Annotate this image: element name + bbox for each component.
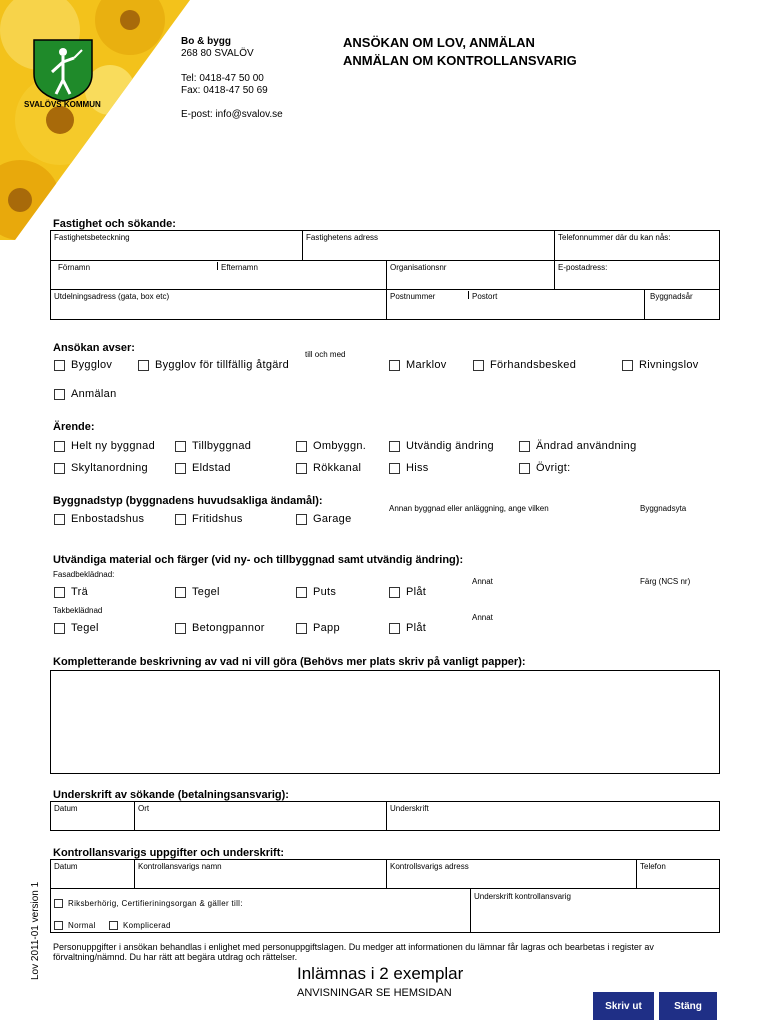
roof-felt-checkbox[interactable]: Papp [296,622,340,635]
roof-tile-checkbox[interactable]: Tegel [54,622,99,635]
control-date-field[interactable]: Datum [54,862,78,871]
instructions-note: ANVISNINGAR SE HEMSIDAN [297,987,452,999]
form-title-line2: ANMÄLAN OM KONTROLLANSVARIG [343,53,577,68]
property-address-field[interactable]: Fastighetens adress [306,233,379,242]
build-year-field[interactable]: Byggnadsår [650,292,693,301]
signature-heading: Underskrift av sökande (betalningsansvarig): [53,789,289,801]
print-button[interactable]: Skriv ut [593,992,654,1020]
form-title-line1: ANSÖKAN OM LOV, ANMÄLAN [343,35,535,50]
new-building-checkbox[interactable]: Helt ny byggnad [54,440,155,453]
property-section-heading: Fastighet och sökande: [53,218,176,230]
application-section-heading: Ansökan avser: [53,342,135,354]
municipal-shield-icon [32,38,94,102]
control-heading: Kontrollansvarigs uppgifter och underskrift: [53,847,285,859]
materials-heading: Utvändiga material och färger (vid ny- och tillbyggnad samt utvändig ändring): [53,554,464,566]
facade-wood-checkbox[interactable]: Trä [54,586,88,599]
exterior-change-checkbox[interactable]: Utvändig ändring [389,440,494,453]
sunflower-decoration [0,0,190,240]
phone-number: Tel: 0418-47 50 00 [181,73,264,84]
facade-metal-checkbox[interactable]: Plåt [389,586,426,599]
municipality-name: SVALÖVS KOMMUN [24,100,101,109]
changed-use-checkbox[interactable]: Ändrad användning [519,440,637,453]
close-button[interactable]: Stäng [659,992,717,1020]
anmalan-checkbox[interactable]: Anmälan [54,388,117,401]
signage-checkbox[interactable]: Skyltanordning [54,462,148,475]
color-ncs-field[interactable]: Färg (NCS nr) [640,577,691,586]
roof-label: Takbeklädnad [53,606,103,615]
forhandsbesked-checkbox[interactable]: Förhandsbesked [473,359,576,372]
elevator-checkbox[interactable]: Hiss [389,462,429,475]
department-name: Bo & bygg [181,36,231,47]
single-family-checkbox[interactable]: Enbostadshus [54,513,144,526]
facade-label: Fasadbeklädnad: [53,570,115,579]
first-name-field[interactable]: Förnamn [58,263,91,272]
certification-checkbox[interactable]: Riksberhörig, Certifieriningsorgan & gäller till: [54,897,243,910]
signature-grid [50,801,720,831]
rebuild-checkbox[interactable]: Ombyggn. [296,440,366,453]
signature-date-field[interactable]: Datum [54,804,78,813]
roof-other-field[interactable]: Annat [472,613,493,622]
case-section-heading: Ärende: [53,421,95,433]
org-number-field[interactable]: Organisationsnr [390,263,447,272]
temporary-permit-checkbox[interactable]: Bygglov för tillfällig åtgärd [138,359,289,372]
version-label: Lov 2011-01 version 1 [30,881,41,980]
marklov-checkbox[interactable]: Marklov [389,359,447,372]
control-name-field[interactable]: Kontrollansvarigs namn [138,862,222,871]
last-name-field[interactable]: Efternamn [221,263,258,272]
building-area-field[interactable]: Byggnadsyta [640,504,687,513]
building-type-heading: Byggnadstyp (byggnadens huvudsakliga ändamål): [53,495,323,507]
signature-place-field[interactable]: Ort [138,804,150,813]
description-heading: Kompletterande beskrivning av vad ni vill göra (Behövs mer plats skriv på vanligt papper): [53,656,526,668]
roof-concrete-checkbox[interactable]: Betongpannor [175,622,265,635]
extension-checkbox[interactable]: Tillbyggnad [175,440,251,453]
email-field[interactable]: E-postadress: [558,263,608,272]
bygglov-checkbox[interactable]: Bygglov [54,359,112,372]
until-date-label: till och med [305,350,346,359]
submit-copies-note: Inlämnas i 2 exemplar [297,964,464,983]
complicated-checkbox[interactable]: Komplicerad [109,919,171,932]
sunflower-background-icon [0,0,190,240]
property-grid [50,230,720,320]
phone-field[interactable]: Telefonnummer där du kan nås: [558,233,671,242]
facade-plaster-checkbox[interactable]: Puts [296,586,336,599]
control-phone-field[interactable]: Telefon [640,862,666,871]
postal-code-field[interactable]: Postnummer [390,292,436,301]
roof-metal-checkbox[interactable]: Plåt [389,622,426,635]
postal-town-field[interactable]: Postort [472,292,498,301]
other-building-field[interactable]: Annan byggnad eller anläggning, ange vilken [389,504,549,513]
postal-address: 268 80 SVALÖV [181,48,254,59]
fax-number: Fax: 0418-47 50 69 [181,85,268,96]
normal-checkbox[interactable]: Normal [54,919,96,932]
applicant-signature-field[interactable]: Underskrift [390,804,429,813]
email-address: E-post: info@svalov.se [181,109,283,120]
control-address-field[interactable]: Kontrollsvarigs adress [390,862,469,871]
facade-brick-checkbox[interactable]: Tegel [175,586,220,599]
chimney-checkbox[interactable]: Rökkanal [296,462,361,475]
description-textarea[interactable] [50,670,720,774]
privacy-notice: Personuppgifter i ansökan behandlas i enlighet med personuppgiftslagen. Du medger att informationen du lämnar får lagras och bearbetas i register av förvaltning/nämnd. Du har rätt att begära utdrag och rättelser. [53,942,654,962]
holiday-home-checkbox[interactable]: Fritidshus [175,513,243,526]
garage-checkbox[interactable]: Garage [296,513,352,526]
other-checkbox[interactable]: Övrigt: [519,462,571,475]
rivningslov-checkbox[interactable]: Rivningslov [622,359,699,372]
fireplace-checkbox[interactable]: Eldstad [175,462,231,475]
mailing-address-field[interactable]: Utdelningsadress (gata, box etc) [54,292,170,301]
facade-other-field[interactable]: Annat [472,577,493,586]
fastighetsbeteckning-field[interactable]: Fastighetsbeteckning [54,233,130,242]
control-signature-field[interactable]: Underskrift kontrollansvarig [474,892,571,901]
